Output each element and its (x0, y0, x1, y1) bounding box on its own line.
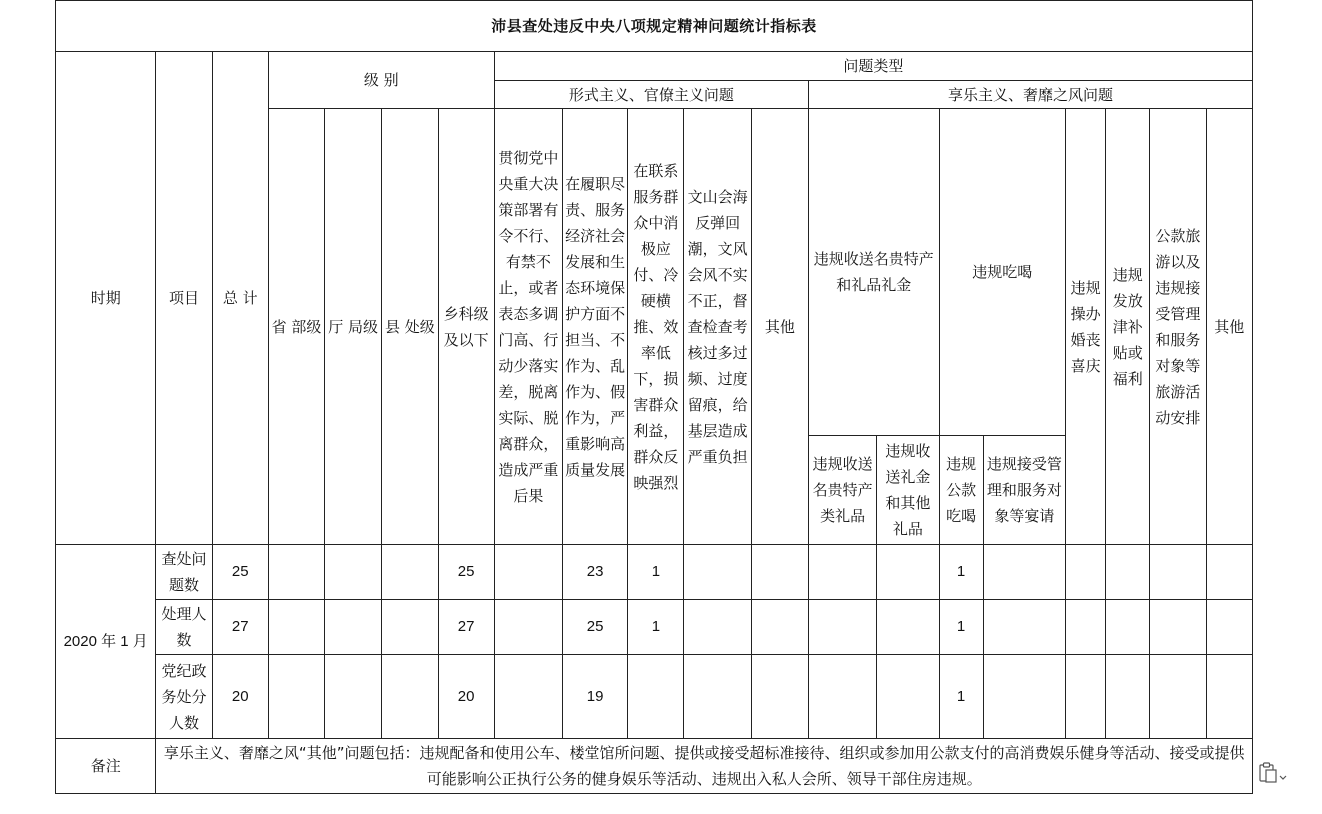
table-title: 沛县查处违反中央八项规定精神问题统计指标表 (56, 1, 1253, 52)
cell-service (628, 655, 684, 739)
cell-dining-public: 1 (939, 655, 983, 739)
table-row (56, 655, 1253, 739)
row-label: 查处问题数 (156, 545, 212, 600)
header-formalism-other: 其他 (751, 109, 808, 545)
header-gifts-cash: 违规收送礼金和其他礼品 (877, 436, 939, 545)
cell-service: 1 (628, 545, 684, 600)
header-level-county: 县 处级 (382, 109, 438, 545)
header-item: 项目 (156, 52, 212, 545)
cell-duty: 25 (563, 600, 628, 655)
header-formalism-service: 在联系服务群众中消极应付、冷硬横推、效率低下，损害群众利益，群众反映强烈 (628, 109, 684, 545)
header-period: 时期 (56, 52, 156, 545)
header-dining-banquet: 违规接受管理和服务对象等宴请 (983, 436, 1065, 545)
row-label: 党纪政务处分人数 (156, 655, 212, 739)
paste-options-icon[interactable] (1258, 762, 1290, 784)
header-level-township: 乡科级及以下 (438, 109, 494, 545)
header-weddings: 违规操办婚丧喜庆 (1066, 109, 1106, 545)
remarks-label: 备注 (56, 739, 156, 794)
remarks-text: 享乐主义、奢靡之风“其他”问题包括：违规配备和使用公车、楼堂馆所问题、提供或接受超标准接待、组织或参加用公款支付的高消费娱乐健身等活动、接受或提供可能影响公正执行公务的健身娱乐等活动、违规出入私人会所、领导干部住房违规。 (156, 739, 1253, 794)
header-level-province: 省 部级 (268, 109, 324, 545)
header-level: 级 别 (268, 52, 494, 109)
cell-total: 20 (212, 655, 268, 739)
header-formalism-duty: 在履职尽责、服务经济社会发展和生态环境保护方面不担当、不作为、乱作为、假作为，严重影响高质量发展 (563, 109, 628, 545)
row-label: 处理人数 (156, 600, 212, 655)
header-dining-public: 违规公款吃喝 (939, 436, 983, 545)
header-hedonism: 享乐主义、奢靡之风问题 (808, 81, 1252, 109)
header-gifts-specialty: 违规收送名贵特产类礼品 (808, 436, 876, 545)
header-problem-type: 问题类型 (494, 52, 1252, 81)
header-allowances: 违规发放津补贴或福利 (1106, 109, 1150, 545)
header-total: 总 计 (212, 52, 268, 545)
header-dining: 违规吃喝 (939, 109, 1066, 436)
cell-total: 27 (212, 600, 268, 655)
cell-township: 20 (438, 655, 494, 739)
period-cell: 2020 年 1 月 (56, 545, 156, 739)
header-level-department: 厅 局级 (325, 109, 382, 545)
header-formalism-decisions: 贯彻党中央重大决策部署有令不行、有禁不止，或者表态多调门高、行动少落实差，脱离实际、脱离群众，造成严重后果 (494, 109, 562, 545)
cell-duty: 23 (563, 545, 628, 600)
header-formalism: 形式主义、官僚主义问题 (494, 81, 808, 109)
cell-total: 25 (212, 545, 268, 600)
header-gifts: 违规收送名贵特产和礼品礼金 (808, 109, 939, 436)
cell-service: 1 (628, 600, 684, 655)
cell-dining-public: 1 (939, 600, 983, 655)
table-row (56, 545, 1253, 600)
statistics-table (55, 0, 1253, 794)
header-travel: 公款旅游以及违规接受管理和服务对象等旅游活动安排 (1150, 109, 1206, 545)
header-hedonism-other: 其他 (1206, 109, 1252, 545)
table-row (56, 600, 1253, 655)
cell-township: 27 (438, 600, 494, 655)
cell-duty: 19 (563, 655, 628, 739)
cell-township: 25 (438, 545, 494, 600)
cell-dining-public: 1 (939, 545, 983, 600)
header-formalism-meetings: 文山会海反弹回潮，文风会风不实不正，督查检查考核过多过频、过度留痕，给基层造成严重负担 (684, 109, 751, 545)
